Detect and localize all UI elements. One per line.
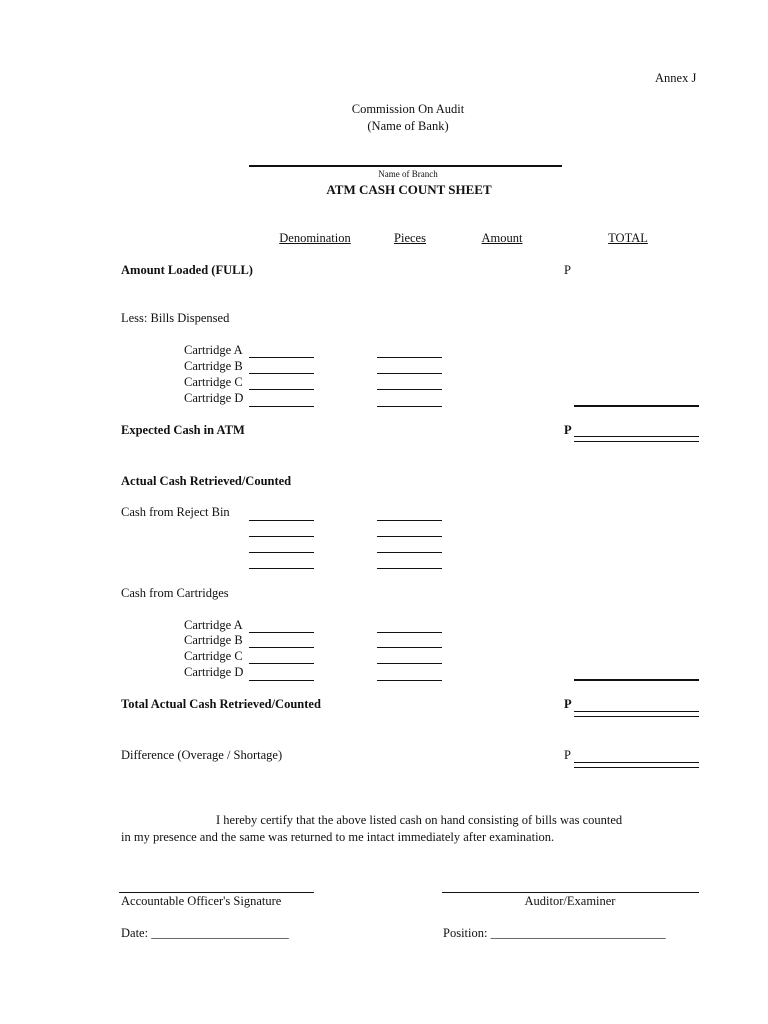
counted-d-denomination-field[interactable] xyxy=(249,680,314,681)
reject-bin-pieces-field[interactable] xyxy=(377,520,442,521)
counted-a-pieces-field[interactable] xyxy=(377,632,442,633)
auditor-signature-field[interactable] xyxy=(442,892,699,893)
cartridge-c-label: Cartridge C xyxy=(184,375,243,389)
cartridge-d-label: Cartridge D xyxy=(184,391,244,405)
less-bills-dispensed-label: Less: Bills Dispensed xyxy=(121,311,230,325)
actual-cash-heading: Actual Cash Retrieved/Counted xyxy=(121,474,292,488)
peso-sign: P xyxy=(564,697,572,711)
reject-bin-denomination-field[interactable] xyxy=(249,520,314,521)
total-actual-field[interactable] xyxy=(574,711,699,717)
reject-bin-denomination-field[interactable] xyxy=(249,536,314,537)
reject-bin-pieces-field[interactable] xyxy=(377,552,442,553)
auditor-signature-label: Auditor/Examiner xyxy=(524,894,616,908)
peso-sign: P xyxy=(564,263,571,277)
dispensed-total-field[interactable] xyxy=(574,405,699,407)
cartridge-a-label: Cartridge A xyxy=(184,343,243,357)
difference-field[interactable] xyxy=(574,762,699,768)
cartridge-d-label: Cartridge D xyxy=(184,665,244,679)
peso-sign: P xyxy=(564,423,572,437)
reject-bin-denomination-field[interactable] xyxy=(249,568,314,569)
reject-bin-label: Cash from Reject Bin xyxy=(121,505,230,519)
dispensed-a-denomination-field[interactable] xyxy=(249,357,314,358)
bank-name: (Name of Bank) xyxy=(367,119,449,133)
reject-bin-pieces-field[interactable] xyxy=(377,568,442,569)
amount-loaded-label: Amount Loaded (FULL) xyxy=(121,263,253,277)
expected-cash-label: Expected Cash in ATM xyxy=(121,423,245,437)
column-amount: Amount xyxy=(481,231,523,245)
position-field[interactable]: Position: ____________________________ xyxy=(443,926,666,940)
reject-bin-denomination-field[interactable] xyxy=(249,552,314,553)
difference-label: Difference (Overage / Shortage) xyxy=(121,748,283,762)
dispensed-b-denomination-field[interactable] xyxy=(249,373,314,374)
expected-cash-total-field[interactable] xyxy=(574,436,699,442)
column-denomination: Denomination xyxy=(279,231,351,245)
certification-line-2: in my presence and the same was returned to me intact immediately after examination. xyxy=(121,830,555,844)
annex-label: Annex J xyxy=(655,71,697,85)
peso-sign: P xyxy=(564,748,571,762)
counted-c-denomination-field[interactable] xyxy=(249,663,314,664)
form-title: ATM CASH COUNT SHEET xyxy=(326,182,492,197)
column-total: TOTAL xyxy=(608,231,648,245)
counted-subtotal-field[interactable] xyxy=(574,679,699,681)
from-cartridges-label: Cash from Cartridges xyxy=(121,586,229,600)
counted-d-pieces-field[interactable] xyxy=(377,680,442,681)
branch-name-label: Name of Branch xyxy=(378,169,438,179)
branch-name-field[interactable] xyxy=(249,165,562,167)
dispensed-d-pieces-field[interactable] xyxy=(377,406,442,407)
reject-bin-pieces-field[interactable] xyxy=(377,536,442,537)
total-actual-label: Total Actual Cash Retrieved/Counted xyxy=(121,697,321,711)
certification-line-1: I hereby certify that the above listed cash on hand consisting of bills was counted xyxy=(216,813,623,827)
cartridge-c-label: Cartridge C xyxy=(184,649,243,663)
counted-c-pieces-field[interactable] xyxy=(377,663,442,664)
cartridge-b-label: Cartridge B xyxy=(184,359,243,373)
column-pieces: Pieces xyxy=(394,231,426,245)
counted-b-pieces-field[interactable] xyxy=(377,647,442,648)
date-field[interactable]: Date: ______________________ xyxy=(121,926,289,940)
counted-b-denomination-field[interactable] xyxy=(249,647,314,648)
agency-name: Commission On Audit xyxy=(351,102,465,116)
dispensed-d-denomination-field[interactable] xyxy=(249,406,314,407)
counted-a-denomination-field[interactable] xyxy=(249,632,314,633)
cartridge-a-label: Cartridge A xyxy=(184,618,243,632)
officer-signature-label: Accountable Officer's Signature xyxy=(121,894,282,908)
dispensed-b-pieces-field[interactable] xyxy=(377,373,442,374)
dispensed-c-denomination-field[interactable] xyxy=(249,389,314,390)
dispensed-c-pieces-field[interactable] xyxy=(377,389,442,390)
dispensed-a-pieces-field[interactable] xyxy=(377,357,442,358)
cartridge-b-label: Cartridge B xyxy=(184,633,243,647)
officer-signature-field[interactable] xyxy=(119,892,314,893)
